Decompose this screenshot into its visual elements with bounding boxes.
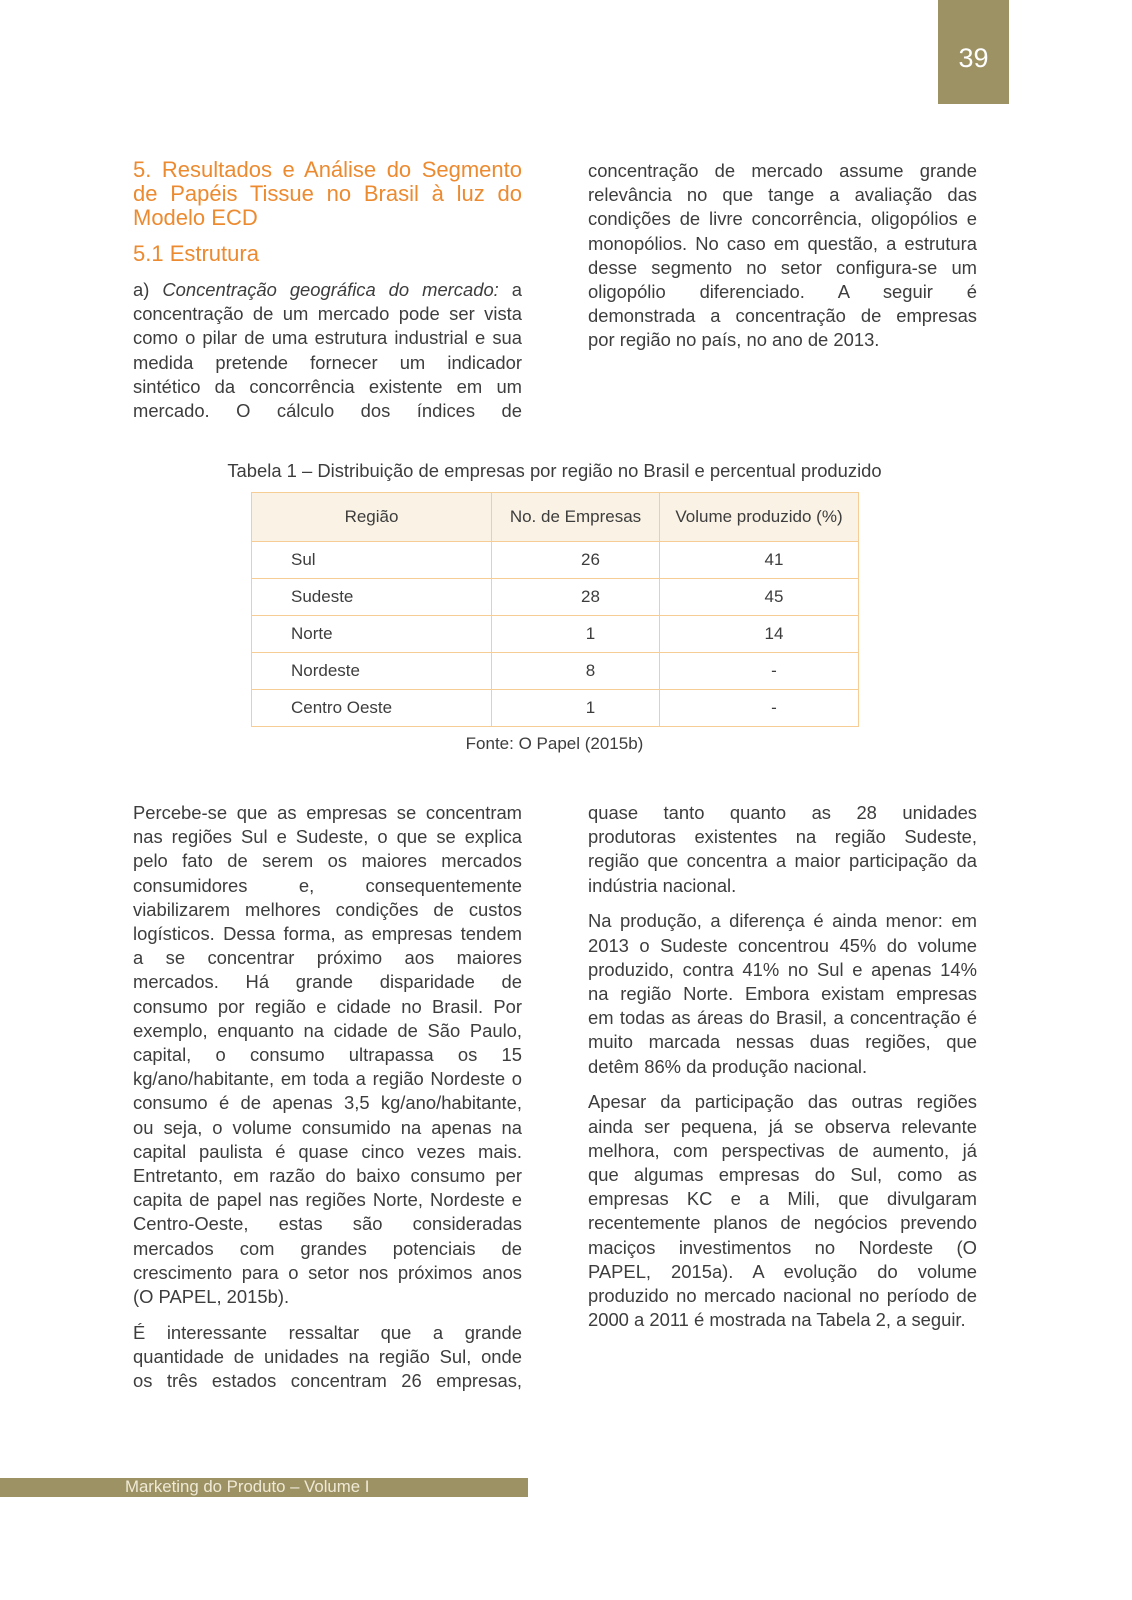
text-line: kg/ano/habitante, em toda a região Nordeste o xyxy=(133,1068,522,1090)
text-line: logísticos. Dessa forma, as empresas tendem xyxy=(133,923,522,945)
companies-cell: 1 xyxy=(492,690,660,727)
text-line: Apesar da participação das outras regiões xyxy=(588,1091,977,1113)
text-line: pelo fato de serem os maiores mercados xyxy=(133,850,522,872)
section-heading xyxy=(133,158,522,231)
region-cell: Sudeste xyxy=(252,579,492,616)
table-source: Fonte: O Papel (2015b) xyxy=(465,734,644,753)
table-row xyxy=(252,542,859,579)
volume-cell: - xyxy=(660,653,859,690)
paragraph xyxy=(588,909,977,1078)
text-line: por região no país, no ano de 2013. xyxy=(588,329,880,351)
text-line: produzido no mercado nacional no período de xyxy=(588,1285,977,1307)
volume-cell: - xyxy=(660,690,859,727)
text-line: capital, o consumo ultrapassa os 15 xyxy=(133,1044,522,1066)
text-line: exemplo, enquanto na cidade de São Paulo, xyxy=(133,1019,522,1041)
text-line: detêm 86% da produção nacional. xyxy=(588,1055,868,1077)
volume-cell: 14 xyxy=(660,616,859,653)
volume-cell: 41 xyxy=(660,542,859,579)
table-header-region: Região xyxy=(252,493,492,542)
text-line: nas regiões Sul e Sudeste, o que se explica xyxy=(133,826,522,848)
text-line: recentemente planos de negócios prevendo xyxy=(588,1212,977,1234)
text-line: relevância no que tange a avaliação das xyxy=(588,184,977,206)
text-line: em todas as áreas do Brasil, a concentração é xyxy=(588,1007,977,1029)
text-line: Percebe-se que as empresas se concentram xyxy=(133,802,522,823)
table-row xyxy=(252,579,859,616)
intro-paragraph-right xyxy=(588,159,977,353)
text-line: empresas KC e a Mili, que divulgaram xyxy=(588,1188,977,1210)
text-line: região que concentra a maior participação da xyxy=(588,850,977,872)
text-line: oligopólio diferenciado. A seguir é xyxy=(588,281,977,303)
region-cell: Norte xyxy=(252,616,492,653)
table-row xyxy=(252,690,859,727)
text-line: (O PAPEL, 2015b). xyxy=(133,1286,290,1308)
text-line: condições de livre concorrência, oligopólios e xyxy=(588,208,977,230)
text-line: consumo por região e cidade no Brasil. Por xyxy=(133,995,522,1017)
table-header-row xyxy=(252,493,859,542)
text-line: demonstrada a concentração de empresas xyxy=(588,305,977,327)
text-line: produtoras existentes na região Sudeste, xyxy=(588,826,977,848)
text-line: capital paulista é quase cinco vezes mais. xyxy=(133,1140,522,1162)
data-table xyxy=(251,492,859,727)
text-line: indústria nacional. xyxy=(588,874,737,896)
page-number-tab xyxy=(938,0,1009,104)
text-line: que algumas empresas do Sul, como as xyxy=(588,1164,977,1186)
text-line: monopólios. No caso em questão, a estrutura xyxy=(588,232,977,254)
region-cell: Sul xyxy=(252,542,492,579)
table-row xyxy=(252,616,859,653)
text-line: viabilizarem melhores condições de custos xyxy=(133,898,522,920)
text-line: ou seja, o volume consumido na apenas na xyxy=(133,1116,522,1138)
text-line: crescimento para o setor nos próximos anos xyxy=(133,1261,522,1283)
region-cell: Nordeste xyxy=(252,653,492,690)
text-line: melhora, com perspectivas de aumento, já xyxy=(588,1139,977,1161)
companies-cell: 26 xyxy=(492,542,660,579)
text-line: Na produção, a diferença é ainda menor: em xyxy=(588,910,977,932)
table-caption: Tabela 1 – Distribuição de empresas por região no Brasil e percentual produzido xyxy=(227,460,882,481)
table-header-companies: No. de Empresas xyxy=(492,493,660,542)
subsection-heading: 5.1 Estrutura xyxy=(133,241,259,266)
text-line: os três estados concentram 26 empresas, xyxy=(133,1370,522,1392)
text-line: quantidade de unidades na região Sul, onde xyxy=(133,1346,522,1368)
table-row xyxy=(252,653,859,690)
text-segment: a) xyxy=(133,279,163,300)
text-line: maciços investimentos no Nordeste (O xyxy=(588,1236,977,1258)
body-column-right xyxy=(588,801,977,1344)
intro-paragraph-left xyxy=(133,278,522,423)
text-line: consumidores e, consequentemente xyxy=(133,874,522,896)
text-line: concentração de mercado assume grande xyxy=(588,160,977,181)
text-line: ainda ser pequena, já se observa relevante xyxy=(588,1115,977,1137)
text-line: 5. Resultados e Análise do Segmento xyxy=(133,157,522,182)
table-header-volume: Volume produzido (%) xyxy=(660,493,859,542)
text-line: mercados. Há grande disparidade de xyxy=(133,971,522,993)
text-line: produzido, contra 41% no Sul e apenas 14% xyxy=(588,958,977,980)
companies-cell: 28 xyxy=(492,579,660,616)
companies-cell: 8 xyxy=(492,653,660,690)
paragraph xyxy=(588,801,977,898)
text-line: medida pretende fornecer um indicador xyxy=(133,351,522,373)
text-line: É interessante ressaltar que a grande xyxy=(133,1321,522,1343)
volume-cell: 45 xyxy=(660,579,859,616)
text-line: mercados com grandes potenciais de xyxy=(133,1237,522,1259)
text-line: mercado. O cálculo dos índices de xyxy=(133,400,522,422)
text-line: capita de papel nas regiões Norte, Nordeste e xyxy=(133,1189,522,1211)
text-line: PAPEL, 2015a). A evolução do volume xyxy=(588,1260,977,1282)
text-line: consumo é de apenas 3,5 kg/ano/habitante, xyxy=(133,1092,522,1114)
companies-cell: 1 xyxy=(492,616,660,653)
text-line: na região Norte. Embora existam empresas xyxy=(588,983,977,1005)
paragraph xyxy=(133,801,522,1309)
text-line: muito marcada nessas duas regiões, que xyxy=(588,1031,977,1053)
text-line: 2013 o Sudeste concentrou 45% do volume xyxy=(588,934,977,956)
footer-title: Marketing do Produto – Volume I xyxy=(125,1477,370,1496)
region-cell: Centro Oeste xyxy=(252,690,492,727)
italic-term: Concentração geográfica do mercado: xyxy=(162,279,499,300)
text-segment: a xyxy=(498,279,522,300)
text-line: Centro-Oeste, estas são consideradas xyxy=(133,1213,522,1235)
page-number: 39 xyxy=(958,43,989,73)
paragraph xyxy=(133,1321,522,1394)
text-line: Entretanto, em razão do baixo consumo per xyxy=(133,1165,522,1187)
footer-bar xyxy=(0,1478,528,1497)
text-line: quase tanto quanto as 28 unidades xyxy=(588,802,977,823)
text-line: a se concentrar próximo aos maiores xyxy=(133,947,522,969)
text-line: como o pilar de uma estrutura industrial e sua xyxy=(133,327,522,349)
paragraph xyxy=(588,1090,977,1332)
body-column-left xyxy=(133,801,522,1405)
text-line: desse segmento no setor configura-se um xyxy=(588,256,977,278)
text-line: concentração de um mercado pode ser vista xyxy=(133,303,522,325)
text-line: 2000 a 2011 é mostrada na Tabela 2, a seguir. xyxy=(588,1309,966,1331)
text-line xyxy=(133,278,522,302)
text-line: sintético da concorrência existente em um xyxy=(133,375,522,397)
text-line: de Papéis Tissue no Brasil à luz do xyxy=(133,181,522,207)
text-line: Modelo ECD xyxy=(133,205,258,231)
